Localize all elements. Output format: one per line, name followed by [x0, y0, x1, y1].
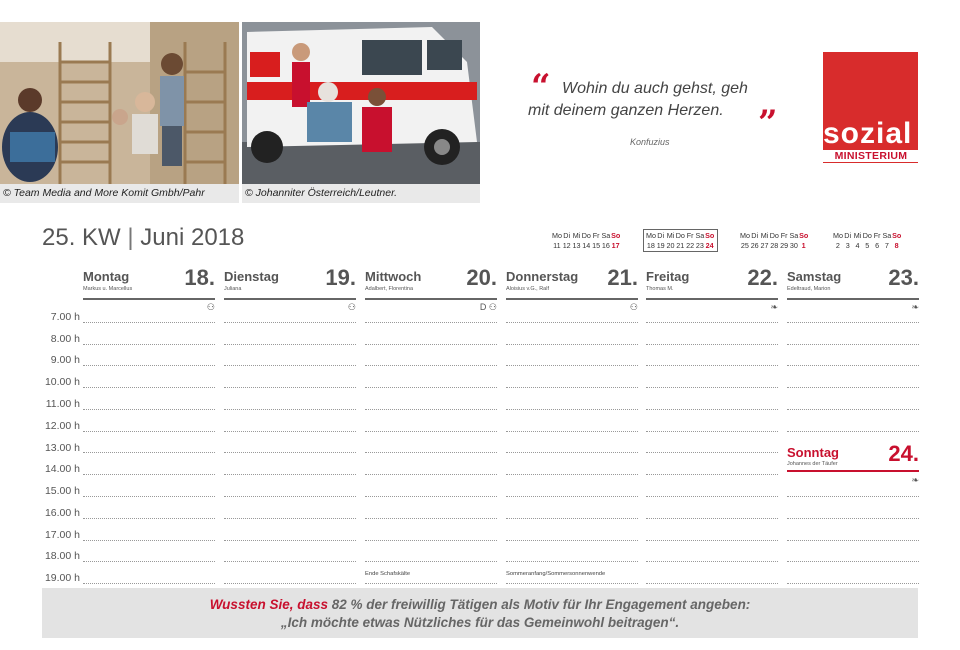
- moon-symbol-icon: D ⚇: [479, 302, 497, 312]
- quote-open-mark: “: [531, 67, 551, 107]
- day-name: Freitag: [646, 269, 690, 284]
- quote-text: [528, 78, 788, 122]
- mini-calendar: Mo Di Mi Do Fr Sa So 2 3 4 5 6 7 8: [833, 231, 902, 250]
- time-slot-line[interactable]: [224, 583, 356, 584]
- time-slot-line[interactable]: [83, 561, 215, 562]
- logo-subtext: MINISTERIUM: [823, 150, 919, 162]
- time-slot-line[interactable]: [224, 344, 356, 345]
- time-slot-line[interactable]: [787, 561, 919, 562]
- time-slot-line[interactable]: [365, 365, 497, 366]
- time-slot-line[interactable]: [365, 583, 497, 584]
- time-label: 11.00 h: [45, 398, 80, 410]
- mini-calendar-current: Mo Di Mi Do Fr Sa So 18 19 20 21 22 23 24: [643, 229, 718, 252]
- time-slot-line[interactable]: [224, 322, 356, 323]
- time-slot-line[interactable]: [224, 474, 356, 475]
- quote-line-1: Wohin du auch gehst, geh: [562, 80, 748, 97]
- time-label: 8.00 h: [50, 333, 80, 345]
- time-slot-line[interactable]: [787, 518, 919, 519]
- time-slot-line[interactable]: [83, 387, 215, 388]
- page-title: [42, 224, 244, 252]
- time-slot-line[interactable]: [787, 583, 919, 584]
- photo-caption: © Team Media and More Komit Gmbh/Pahr: [0, 184, 239, 203]
- time-slot-line[interactable]: [365, 540, 497, 541]
- name-day: Adalbert, Florentina: [365, 286, 413, 292]
- time-slot-line[interactable]: [506, 496, 638, 497]
- day-number: 19.: [325, 265, 356, 290]
- day-name: Dienstag: [224, 269, 279, 284]
- time-slot-line[interactable]: [224, 431, 356, 432]
- photo-caption: © Johanniter Österreich/Leutner.: [242, 184, 480, 203]
- time-slot-line[interactable]: [506, 322, 638, 323]
- time-slot-line[interactable]: [224, 409, 356, 410]
- moon-symbol-icon: ⚇: [206, 302, 215, 312]
- day-name: Samstag: [787, 269, 842, 284]
- quote-close-mark: ”: [758, 103, 778, 143]
- day-number: 24.: [888, 441, 919, 466]
- time-slot-line[interactable]: [787, 344, 919, 345]
- time-slot-line[interactable]: [787, 365, 919, 366]
- time-label: 19.00 h: [44, 572, 80, 584]
- time-slot-line[interactable]: [365, 344, 497, 345]
- time-slot-line[interactable]: [506, 561, 638, 562]
- time-slot-line[interactable]: [365, 474, 497, 475]
- time-slot-line[interactable]: [365, 387, 497, 388]
- time-label: 9.00 h: [50, 354, 80, 366]
- day-number: 21.: [607, 265, 638, 290]
- month-year: Juni 2018: [140, 224, 245, 251]
- time-slot-line[interactable]: [365, 561, 497, 562]
- time-label: 15.00 h: [44, 485, 80, 497]
- time-slot-line[interactable]: [506, 431, 638, 432]
- time-slot-line[interactable]: [646, 452, 778, 453]
- time-slot-line[interactable]: [83, 540, 215, 541]
- leaf-symbol-icon: ❧: [770, 302, 778, 312]
- time-label: 12.00 h: [44, 420, 80, 432]
- time-slot-line[interactable]: [506, 540, 638, 541]
- time-slot-line[interactable]: [83, 409, 215, 410]
- name-day: Aloisius v.G., Ralf: [506, 286, 549, 292]
- name-day: Johannes der Täufer: [787, 461, 838, 467]
- time-slot-line[interactable]: [224, 365, 356, 366]
- title-separator: |: [127, 224, 134, 251]
- day-header-wednesday: [365, 265, 497, 300]
- time-slot-line[interactable]: [646, 496, 778, 497]
- time-slot-line[interactable]: [83, 431, 215, 432]
- time-slot-line[interactable]: [224, 518, 356, 519]
- day-header-friday: [646, 265, 778, 300]
- time-slot-line[interactable]: [365, 322, 497, 323]
- day-header-tuesday: [224, 265, 356, 300]
- time-slot-line[interactable]: [365, 518, 497, 519]
- day-name: Donnerstag: [506, 269, 579, 284]
- time-slot-line[interactable]: [83, 496, 215, 497]
- moon-symbol-icon: ⚇: [629, 302, 638, 312]
- week-number: 25. KW: [42, 224, 121, 251]
- time-slot-line[interactable]: [83, 344, 215, 345]
- time-slot-line[interactable]: [224, 561, 356, 562]
- time-slot-line[interactable]: [787, 409, 919, 410]
- time-slot-line[interactable]: [646, 387, 778, 388]
- day-header-sunday: [787, 441, 919, 472]
- photo-gym: [0, 22, 239, 184]
- day-name: Montag: [83, 269, 130, 284]
- time-label: 7.00 h: [50, 311, 80, 323]
- mini-calendar: Mo Di Mi Do Fr Sa So 25 26 27 28 29 30 1: [740, 231, 809, 250]
- time-slot-line[interactable]: [365, 496, 497, 497]
- fact-text: 82 % der freiwillig Tätigen als Motiv für Ihr Engagement angeben:: [327, 597, 751, 612]
- leaf-symbol-icon: ❧: [911, 475, 919, 485]
- time-slot-line[interactable]: [646, 344, 778, 345]
- time-slot-line[interactable]: [83, 474, 215, 475]
- name-day: Thomas M.: [646, 286, 674, 292]
- name-day: Edeltraud, Marion: [787, 286, 831, 292]
- quote-author: Konfuzius: [630, 137, 670, 147]
- time-label: 17.00 h: [44, 529, 80, 541]
- day-number: 18.: [184, 265, 215, 290]
- time-slot-line[interactable]: [506, 365, 638, 366]
- photo-ambulance: [242, 22, 480, 184]
- time-slot-line[interactable]: [646, 583, 778, 584]
- day-header-monday: [83, 265, 215, 300]
- time-slot-line[interactable]: [83, 365, 215, 366]
- time-label: 16.00 h: [44, 507, 80, 519]
- day-name: Sonntag: [787, 445, 839, 460]
- day-number: 22.: [747, 265, 778, 290]
- time-slot-line[interactable]: [506, 409, 638, 410]
- time-slot-line[interactable]: [646, 365, 778, 366]
- time-slot-line[interactable]: [506, 452, 638, 453]
- name-day: Juliana: [224, 286, 242, 292]
- leaf-symbol-icon: ❧: [911, 302, 919, 312]
- time-slot-line[interactable]: [646, 474, 778, 475]
- time-slot-line[interactable]: [506, 344, 638, 345]
- logo-text: sozial: [823, 117, 913, 150]
- time-slot-line[interactable]: [506, 387, 638, 388]
- time-slot-line[interactable]: [646, 322, 778, 323]
- time-label: 18.00 h: [44, 550, 80, 562]
- time-slot-line[interactable]: [83, 583, 215, 584]
- time-slot-line[interactable]: [506, 583, 638, 584]
- day-note: Ende Schafskälte: [365, 571, 411, 577]
- time-slot-line[interactable]: [787, 496, 919, 497]
- time-slot-line[interactable]: [787, 540, 919, 541]
- time-slot-line[interactable]: [365, 409, 497, 410]
- time-label: 10.00 h: [44, 376, 80, 388]
- time-label: 13.00 h: [44, 442, 80, 454]
- name-day: Markus u. Marcellus: [83, 286, 133, 292]
- time-slot-line[interactable]: [787, 387, 919, 388]
- time-label: 14.00 h: [44, 463, 80, 475]
- day-note: Sommeranfang/Sommersonnenwende: [506, 571, 606, 577]
- mini-calendar: Mo Di Mi Do Fr Sa So 11 12 13 14 15 16 17: [552, 231, 621, 250]
- time-slot-line[interactable]: [787, 322, 919, 323]
- day-number: 20.: [466, 265, 497, 290]
- time-slot-line[interactable]: [83, 518, 215, 519]
- time-slot-line[interactable]: [224, 496, 356, 497]
- time-slot-line[interactable]: [506, 474, 638, 475]
- time-slot-line[interactable]: [646, 561, 778, 562]
- day-header-saturday: [787, 265, 919, 300]
- fact-lead: Wussten Sie, dass: [209, 597, 328, 612]
- time-slot-line[interactable]: [787, 431, 919, 432]
- time-slot-line[interactable]: [646, 431, 778, 432]
- time-slot-line[interactable]: [83, 322, 215, 323]
- time-slot-line[interactable]: [646, 540, 778, 541]
- time-slot-line[interactable]: [224, 452, 356, 453]
- time-slot-line[interactable]: [646, 409, 778, 410]
- time-slot-line[interactable]: [224, 540, 356, 541]
- moon-symbol-icon: ⚇: [347, 302, 356, 312]
- day-number: 23.: [888, 265, 919, 290]
- time-slot-line[interactable]: [646, 518, 778, 519]
- day-header-thursday: [506, 265, 638, 300]
- time-slot-line[interactable]: [506, 518, 638, 519]
- fact-quote: „Ich möchte etwas Nützliches für das Gemeinwohl beitragen“.: [280, 615, 680, 630]
- quote-line-2: mit deinem ganzen Herzen.: [528, 102, 724, 119]
- time-slot-line[interactable]: [224, 387, 356, 388]
- day-name: Mittwoch: [365, 269, 422, 284]
- time-slot-line[interactable]: [365, 452, 497, 453]
- fact-banner: [42, 588, 918, 638]
- time-slot-line[interactable]: [83, 452, 215, 453]
- time-slot-line[interactable]: [365, 431, 497, 432]
